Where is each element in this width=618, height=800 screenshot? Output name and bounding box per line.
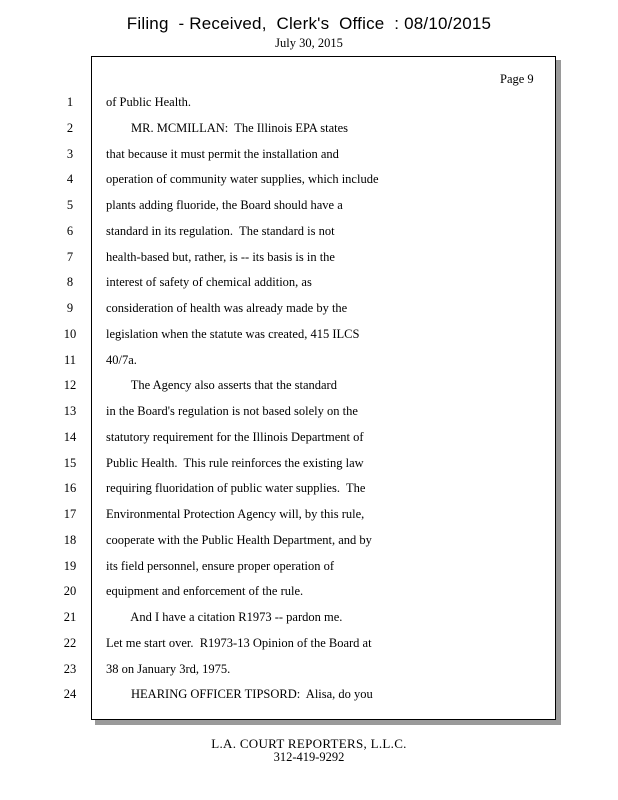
transcript-date: July 30, 2015 (275, 36, 343, 50)
line-number: 15 (63, 455, 77, 470)
line-number: 20 (63, 584, 77, 599)
transcript-line: in the Board's regulation is not based solely on the (106, 404, 358, 418)
transcript-line: Let me start over. R1973-13 Opinion of the Board at (106, 635, 372, 650)
transcript-line: statutory requirement for the Illinois Department of (106, 429, 364, 444)
transcript-line: legislation when the statute was created, 415 ILCS (106, 326, 360, 341)
transcript-line: standard in its regulation. The standard is not (106, 223, 335, 238)
transcript-line: health-based but, rather, is -- its basis is in the (106, 249, 335, 264)
transcript-line: requiring fluoridation of public water supplies. The (106, 481, 366, 496)
transcript-line: of Public Health. (106, 95, 192, 109)
line-number: 12 (63, 378, 77, 393)
line-number: 10 (63, 326, 77, 341)
transcript-line: equipment and enforcement of the rule. (106, 584, 304, 599)
line-number: 22 (63, 635, 77, 650)
footer-company: L.A. COURT REPORTERS, L.L.C. (211, 736, 407, 751)
transcript-line: its field personnel, ensure proper operation of (106, 558, 335, 573)
filing-stamp: Filing - Received, Clerk's Office : 08/10/2015 (126, 14, 492, 33)
line-number: 17 (63, 507, 77, 521)
transcript-line: The Agency also asserts that the standard (106, 378, 337, 393)
transcript-line: that because it must permit the installation and (106, 146, 339, 161)
transcript-line: And I have a citation R1973 -- pardon me. (106, 610, 343, 624)
line-number: 23 (63, 661, 77, 676)
page-number: Page 9 (500, 72, 534, 86)
line-number: 24 (63, 687, 77, 702)
transcript-line: consideration of health was already made by the (106, 301, 348, 315)
line-number: 18 (63, 532, 77, 547)
transcript-line: interest of safety of chemical addition, as (106, 275, 312, 290)
line-number: 19 (63, 558, 77, 573)
transcript-line: MR. MCMILLAN: The Illinois EPA states (106, 120, 349, 135)
line-number: 21 (63, 610, 77, 624)
transcript-line: 38 on January 3rd, 1975. (106, 661, 231, 676)
transcript-line: 40/7a. (106, 352, 137, 367)
line-number: 4 (66, 172, 74, 187)
transcript-line: plants adding fluoride, the Board should have a (106, 198, 343, 212)
line-number: 1 (66, 95, 74, 109)
transcript-line: Public Health. This rule reinforces the existing law (106, 455, 364, 470)
line-number: 2 (66, 120, 74, 135)
line-number: 7 (66, 249, 74, 264)
line-number: 6 (66, 223, 74, 238)
line-number: 14 (63, 429, 77, 444)
transcript-line: cooperate with the Public Health Department, and by (106, 532, 372, 547)
line-number: 3 (66, 146, 74, 161)
line-number: 5 (66, 198, 74, 212)
transcript-line: HEARING OFFICER TIPSORD: Alisa, do you (106, 687, 373, 702)
line-number: 8 (66, 275, 74, 290)
line-number: 16 (63, 481, 77, 496)
line-number: 9 (66, 301, 74, 315)
transcript-line: Environmental Protection Agency will, by this rule, (106, 507, 365, 521)
line-number: 11 (63, 352, 77, 367)
transcript-line: operation of community water supplies, which include (106, 172, 379, 187)
line-number: 13 (63, 404, 77, 418)
footer-phone: 312-419-9292 (273, 750, 345, 764)
